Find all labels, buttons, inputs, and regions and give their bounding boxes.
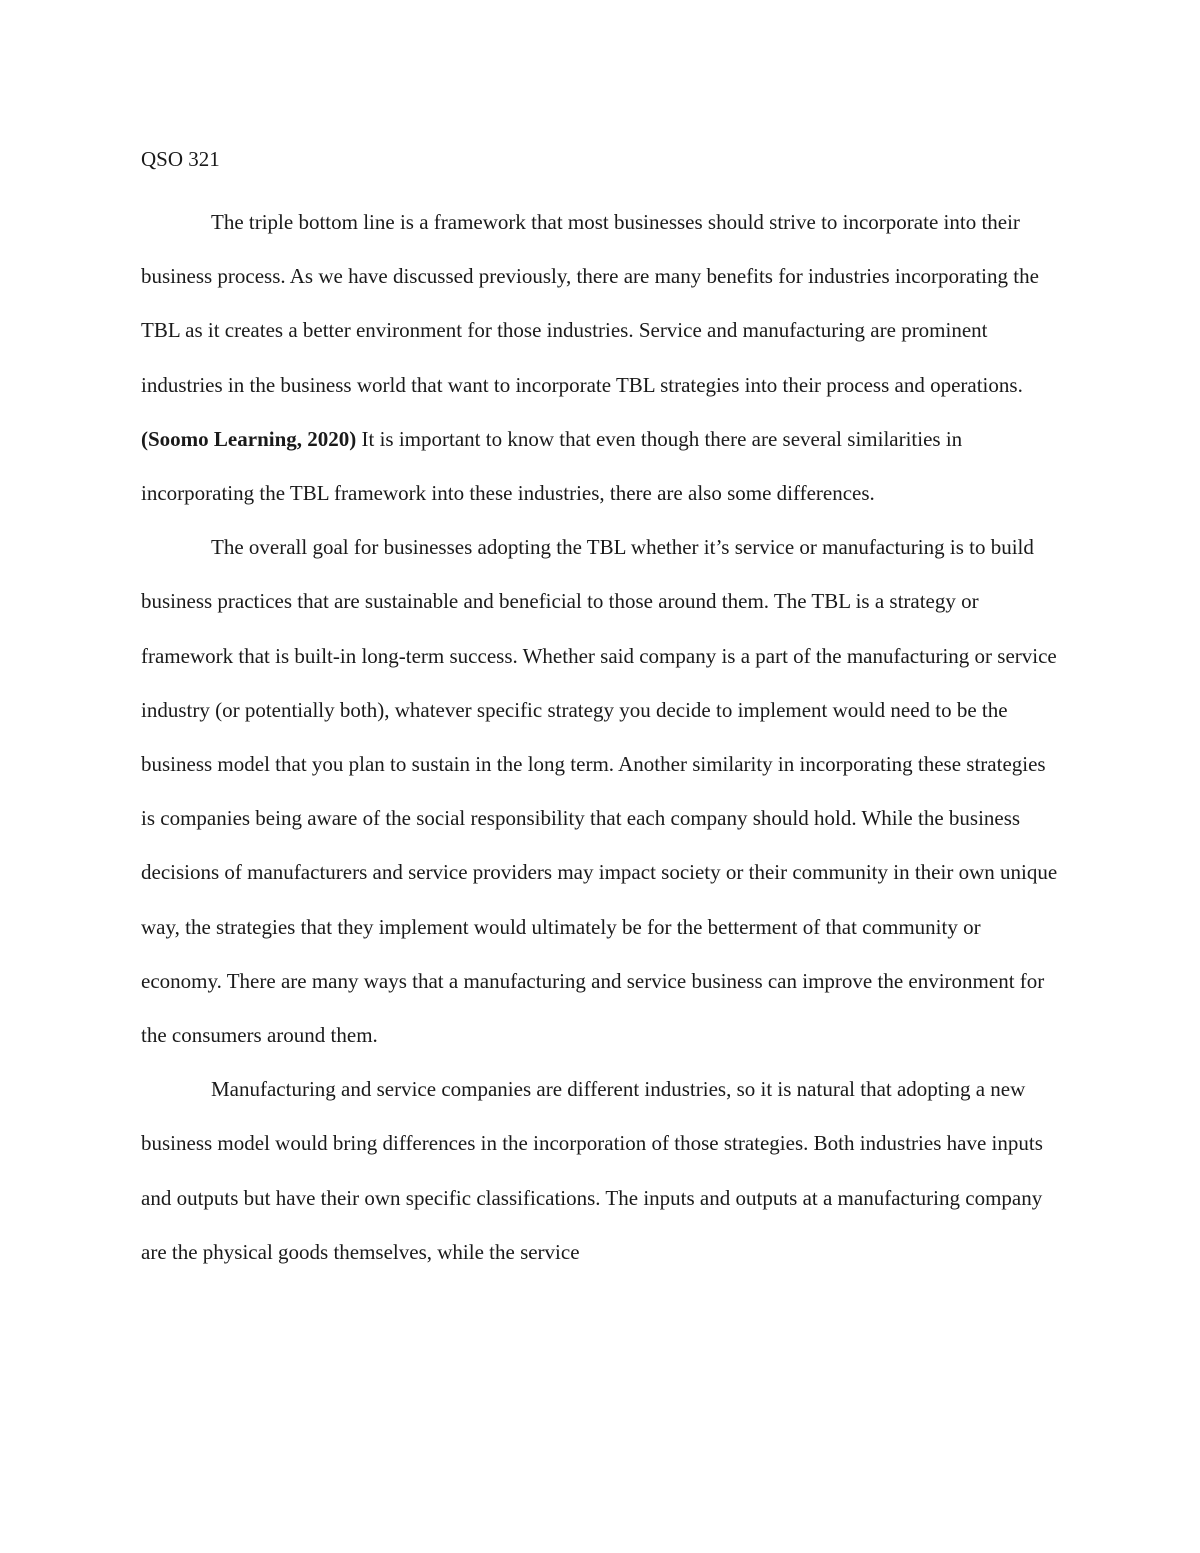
paragraph-3: Manufacturing and service companies are different industries, so it is natural that adopting a new business model would bring differences in the incorporation of those strategies. Both industries have inputs and outputs but have their own specific classifications. The inputs and outputs at a manufacturing company are the physical goods themselves, while the service (141, 1077, 1043, 1264)
citation: (Soomo Learning, 2020) (141, 426, 357, 451)
paragraph-1-text-start: The triple bottom line is a framework that most businesses should strive to incorporate into their business process. As we have discussed previously, there are many benefits for industries incorporating the TBL as it creates a better environment for those industries. Service and manufacturing are prominent industries in the business world that want to incorporate TBL strategies into their process and operations. (141, 210, 1039, 397)
paragraph-1-text-end: It is important to know that even though there are several similarities in incorporating the TBL framework into these industries, there are also some differences. (141, 426, 963, 506)
course-code-heading: QSO 321 (141, 147, 220, 171)
paragraph-1 (141, 195, 1061, 520)
paragraph-2: The overall goal for businesses adopting the TBL whether it’s service or manufacturing is to build business practices that are sustainable and beneficial to those around them. The TBL is a strategy or framework that is built-in long-term success. Whether said company is a part of the manufacturing or service industry (or potentially both), whatever specific strategy you decide to implement would need to be the business model that you plan to sustain in the long term. Another similarity in incorporating these strategies is companies being aware of the social responsibility that each company should hold. While the business decisions of manufacturers and service providers may impact society or their community in their own unique way, the strategies that they implement would ultimately be for the betterment of that community or economy. There are many ways that a manufacturing and service business can improve the environment for the consumers around them. (141, 535, 1058, 1048)
document-body (141, 141, 1061, 1279)
